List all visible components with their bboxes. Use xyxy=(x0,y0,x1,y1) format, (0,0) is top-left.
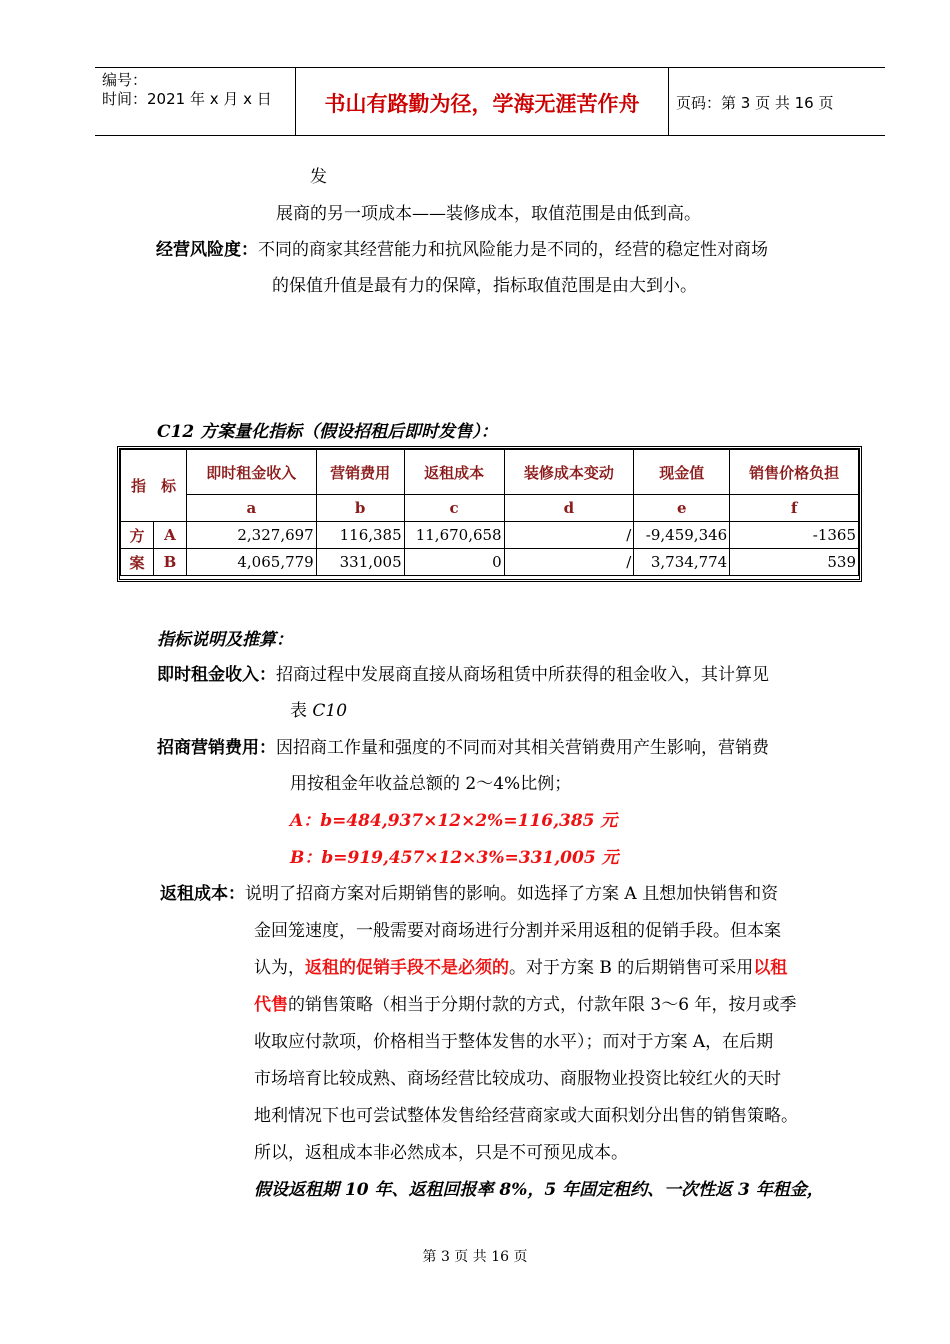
term-rent: 即时租金收入： xyxy=(157,665,276,685)
formula-a: A：b=484,937×12×2%=116,385 元 xyxy=(290,811,618,831)
table-cell: / xyxy=(504,549,634,576)
col-letter: f xyxy=(730,495,859,522)
table-cell: 4,065,779 xyxy=(186,549,316,576)
table-row xyxy=(121,549,859,576)
col-header: 返租成本 xyxy=(404,450,504,495)
text-line: 地利情况下也可尝试整体发售给经营商家或大面积划分出售的销售策略。 xyxy=(254,1106,798,1126)
table-cell: 2,327,697 xyxy=(186,522,316,549)
col-header: 现金值 xyxy=(634,450,730,495)
text-line xyxy=(290,696,347,721)
table-cell: 331,005 xyxy=(316,549,404,576)
table-ref: C10 xyxy=(312,701,348,721)
term-risk: 经营风险度： xyxy=(156,240,258,260)
term-return: 返租成本： xyxy=(160,884,245,904)
header-number: 编号： xyxy=(102,71,148,89)
col-header: 装修成本变动 xyxy=(504,450,634,495)
page-footer: 第 3 页 共 16 页 xyxy=(422,1249,528,1265)
header-meta xyxy=(102,71,272,109)
col-letter: c xyxy=(404,495,504,522)
formula-b: B：b=919,457×12×3%=331,005 元 xyxy=(290,848,619,868)
text-line: 因招商工作量和强度的不同而对其相关营销费用产生影响，营销费 xyxy=(276,738,769,758)
table-cell: 539 xyxy=(730,549,859,576)
text-fragment: 表 xyxy=(290,701,313,721)
table-cell: / xyxy=(504,522,634,549)
rent-paragraph xyxy=(157,660,769,685)
header-time: 时间：2021 年 x 月 x 日 xyxy=(102,90,272,108)
row-id: B xyxy=(153,549,186,576)
text-line xyxy=(254,990,796,1015)
text-line: 所以，返租成本非必然成本，只是不可预见成本。 xyxy=(254,1143,628,1163)
col-header: 即时租金收入 xyxy=(186,450,316,495)
text-line: 金回笼速度，一般需要对商场进行分割并采用返租的促销手段。但本案 xyxy=(254,921,781,941)
highlight: 代售 xyxy=(254,995,288,1015)
row-id: A xyxy=(153,522,186,549)
marketing-paragraph xyxy=(157,733,769,758)
header-top-rule xyxy=(95,67,885,68)
text-line: 展商的另一项成本——装修成本，取值范围是由低到高。 xyxy=(276,204,701,224)
row-group-label: 方 xyxy=(121,522,154,549)
text-line: 市场培育比较成熟、商场经营比较成功、商服物业投资比较红火的天时 xyxy=(254,1069,781,1089)
highlight: 返租的促销手段不是必须的 xyxy=(305,958,509,978)
text-fragment: 认为， xyxy=(254,958,305,978)
table-cell: 116,385 xyxy=(316,522,404,549)
col-letter: b xyxy=(316,495,404,522)
table-cell: -1365 xyxy=(730,522,859,549)
text-line: 说明了招商方案对后期销售的影响。如选择了方案 A 且想加快销售和资 xyxy=(245,884,779,904)
col-letter: d xyxy=(504,495,634,522)
term-marketing: 招商营销费用： xyxy=(157,738,276,758)
table-cell: 0 xyxy=(404,549,504,576)
header-divider xyxy=(668,68,669,135)
section-title: 指标说明及推算： xyxy=(157,630,293,650)
return-paragraph xyxy=(160,879,778,904)
table-cell: 3,734,774 xyxy=(634,549,730,576)
text-fragment: 的销售策略（相当于分期付款的方式，付款年限 3～6 年，按月或季 xyxy=(288,995,797,1015)
text-line: 发 xyxy=(310,167,327,187)
header-motto: 书山有路勤为径，学海无涯苦作舟 xyxy=(324,92,640,116)
table-cell: -9,459,346 xyxy=(634,522,730,549)
table-row xyxy=(121,522,859,549)
header-bottom-rule xyxy=(95,135,885,136)
text-fragment: 。对于方案 B 的后期销售可采用 xyxy=(509,958,754,978)
highlight: 以租 xyxy=(753,958,788,978)
text-line: 的保值升值是最有力的保障，指标取值范围是由大到小。 xyxy=(272,276,697,296)
table-cell: 11,670,658 xyxy=(404,522,504,549)
col-header: 营销费用 xyxy=(316,450,404,495)
col-letter: e xyxy=(634,495,730,522)
assumption-line: 假设返租期 10 年、返租回报率 8%，5 年固定租约、一次性返 3 年租金， xyxy=(254,1180,824,1200)
col-letter: a xyxy=(186,495,316,522)
metrics-table xyxy=(120,449,859,576)
text-line: 招商过程中发展商直接从商场租赁中所获得的租金收入，其计算见 xyxy=(276,665,769,685)
text-line: 不同的商家其经营能力和抗风险能力是不同的，经营的稳定性对商场 xyxy=(258,240,768,260)
row-group-label: 案 xyxy=(121,549,154,576)
text-line xyxy=(254,953,787,978)
header-page-number: 页码：第 3 页 共 16 页 xyxy=(676,94,834,112)
risk-paragraph xyxy=(156,235,768,260)
text-line: 用按租金年收益总额的 2～4%比例； xyxy=(290,774,572,794)
col-header: 销售价格负担 xyxy=(730,450,859,495)
table-corner: 指 标 xyxy=(121,450,187,522)
text-line: 收取应付款项，价格相当于整体发售的水平）；而对于方案 A，在后期 xyxy=(254,1032,774,1052)
table-title: C12 方案量化指标（假设招租后即时发售）： xyxy=(157,422,498,442)
